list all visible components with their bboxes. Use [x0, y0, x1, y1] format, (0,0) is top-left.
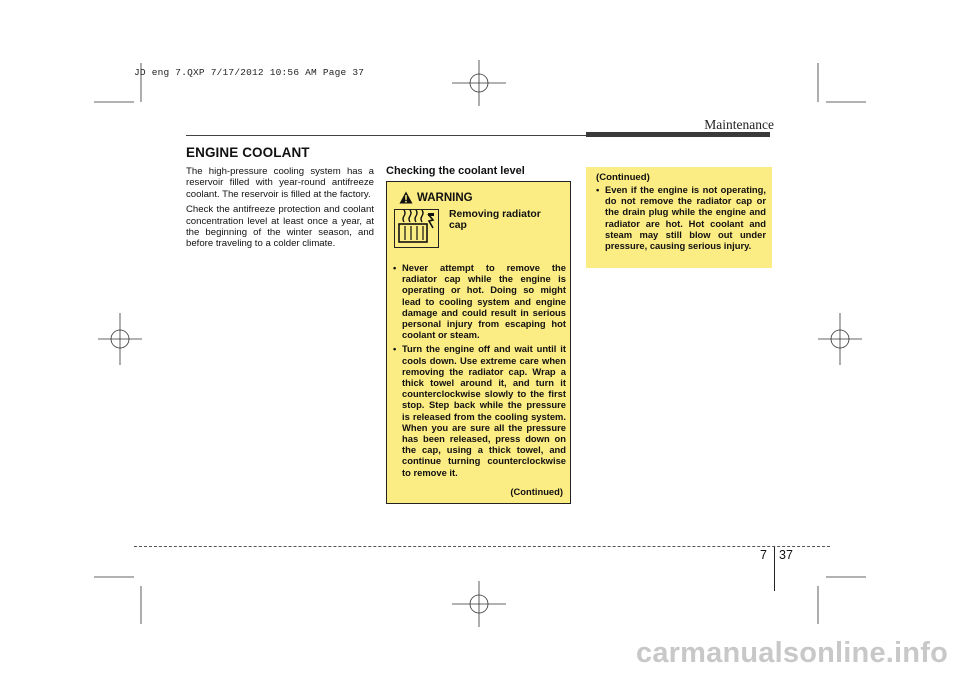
watermark: carmanualsonline.info: [636, 637, 948, 669]
hot-radiator-icon: [394, 209, 439, 248]
warning-list: [393, 262, 566, 481]
registration-mark-left: [98, 313, 142, 365]
page-number-divider: [774, 547, 775, 591]
list-item: • Never attempt to remove the radiator cap while the engine is operating or hot. Doing so might lead to cooling system and engine damage and could result in serious personal injury from escaping hot coolant or steam.: [393, 262, 566, 340]
printer-slug: JD eng 7.QXP 7/17/2012 10:56 AM Page 37: [134, 67, 365, 78]
warning-triangle-icon: [399, 191, 413, 204]
page-heading: ENGINE COOLANT: [186, 145, 310, 160]
warning-subtitle: Removing radiator cap: [449, 209, 541, 231]
registration-mark-right: [818, 313, 862, 365]
continued-box: [586, 167, 772, 268]
list-item: • Even if the engine is not operating, do not remove the radiator cap or the drain plug while the engine and radiator are hot. Hot coolant and steam may still blow out under pressure, causing serious injury.: [596, 184, 766, 251]
footer-rule: [134, 546, 830, 547]
chapter-number: 7: [760, 548, 767, 562]
page-number: 37: [779, 548, 793, 562]
header-rule-accent: [586, 132, 770, 137]
registration-mark-top: [452, 60, 506, 106]
body-paragraph: Check the antifreeze protection and coolant concentration level at least once a year, at the beginning of the winter season, and before traveling to a colder climate.: [186, 204, 374, 250]
registration-mark-bottom: [452, 581, 506, 627]
section-title: Maintenance: [704, 117, 774, 132]
body-text: [186, 166, 374, 254]
warning-label: WARNING: [417, 191, 473, 204]
warning-header: [399, 191, 473, 204]
sub-heading: Checking the coolant level: [386, 165, 525, 177]
continued-list: [596, 184, 766, 251]
body-paragraph: The high-pressure cooling system has a reservoir filled with year-round antifreeze coolant. The reservoir is filled at the factory.: [186, 166, 374, 200]
continued-note: (Continued): [510, 486, 563, 497]
warning-box: [386, 181, 571, 504]
continued-title: (Continued): [596, 172, 650, 183]
list-item: • Turn the engine off and wait until it cools down. Use extreme care when removing the radiator cap. Wrap a thick towel around it, and turn it counterclockwise slowly to the first stop. Step back while the pressure is released from the cooling system. When you are sure all the pressure has been released, press down on the cap, using a thick towel, and continue turning counterclockwise to remove it.: [393, 343, 566, 477]
